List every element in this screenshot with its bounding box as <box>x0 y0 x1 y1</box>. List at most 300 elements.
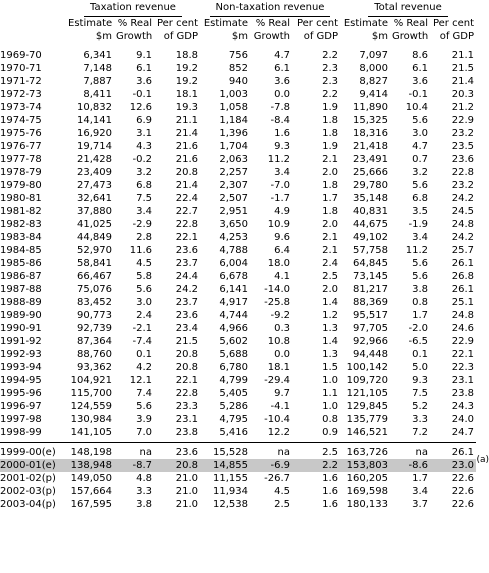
table-cell: 21.4 <box>451 76 474 87</box>
table-cell: 1.6 <box>322 499 338 510</box>
table-cell: 88,760 <box>77 349 112 360</box>
table-cell: 22.3 <box>451 362 474 373</box>
table-row <box>0 472 476 485</box>
table-cell: 2,257 <box>219 167 248 178</box>
table-cell: -2.9 <box>132 219 152 230</box>
historical-rows <box>0 49 476 439</box>
table-cell: 40,831 <box>353 206 388 217</box>
table-cell: 180,133 <box>346 499 388 510</box>
column-subheader: % Real <box>255 18 290 29</box>
row-year-cell: 1973-74 <box>0 102 42 113</box>
table-cell: 940 <box>228 76 248 87</box>
table-cell: 37,880 <box>77 206 112 217</box>
row-year-cell: 2003-04(p) <box>0 499 56 510</box>
table-cell: 3.8 <box>412 284 428 295</box>
table-cell: 4,253 <box>219 232 248 243</box>
column-subheader: Estimate <box>343 18 388 29</box>
table-cell: 6,341 <box>83 50 112 61</box>
table-cell: 90,773 <box>77 310 112 321</box>
table-cell: 18,316 <box>353 128 388 139</box>
table-cell: 4.5 <box>274 486 290 497</box>
table-cell: 20.8 <box>175 362 198 373</box>
table-cell: -2.0 <box>408 323 428 334</box>
table-cell: 97,705 <box>353 323 388 334</box>
table-cell: 10.9 <box>267 219 290 230</box>
column-subheader: Growth <box>392 31 429 42</box>
table-cell: 92,966 <box>353 336 388 347</box>
table-cell: 52,970 <box>77 245 112 256</box>
table-cell: 8,000 <box>359 63 388 74</box>
table-cell: 4,799 <box>219 375 248 386</box>
table-cell: 66,467 <box>77 271 112 282</box>
table-cell: 2.4 <box>136 310 152 321</box>
table-cell: 22.7 <box>175 206 198 217</box>
table-cell: -1.7 <box>270 193 290 204</box>
table-cell: 24.2 <box>175 284 198 295</box>
table-cell: 15,325 <box>353 115 388 126</box>
row-year-cell: 1982-83 <box>0 219 42 230</box>
table-cell: 24.7 <box>451 427 474 438</box>
table-cell: 27,473 <box>77 180 112 191</box>
table-cell: 18.1 <box>267 362 290 373</box>
row-year-cell: 1986-87 <box>0 271 42 282</box>
table-cell: 26.1 <box>451 258 474 269</box>
row-year-cell: 1980-81 <box>0 193 42 204</box>
table-cell: 2.4 <box>322 258 338 269</box>
table-cell: 23.6 <box>175 245 198 256</box>
table-cell: 7,887 <box>83 76 112 87</box>
table-cell: 1.6 <box>322 486 338 497</box>
row-year-cell: 1981-82 <box>0 206 42 217</box>
table-cell: 0.1 <box>136 349 152 360</box>
table-cell: 4,744 <box>219 310 248 321</box>
table-cell: 73,145 <box>353 271 388 282</box>
table-cell: -6.5 <box>408 336 428 347</box>
table-cell: 11.2 <box>267 154 290 165</box>
table-cell: 94,448 <box>353 349 388 360</box>
table-cell: 3.8 <box>136 499 152 510</box>
row-year-cell: 1975-76 <box>0 128 42 139</box>
table-cell: 64,845 <box>353 258 388 269</box>
table-cell: 14,141 <box>77 115 112 126</box>
table-cell: 35,148 <box>353 193 388 204</box>
row-year-cell: 1997-98 <box>0 414 42 425</box>
table-cell: 6.4 <box>274 245 290 256</box>
table-cell: 24.5 <box>451 206 474 217</box>
table-cell: 18.1 <box>175 89 198 100</box>
table-cell: 3.0 <box>412 128 428 139</box>
table-cell: 23.6 <box>175 447 198 458</box>
table-cell: -6.9 <box>250 459 292 472</box>
table-cell: 1.8 <box>322 128 338 139</box>
table-cell: 21.0 <box>175 486 198 497</box>
row-year-cell: 1994-95 <box>0 375 42 386</box>
table-cell: 1.4 <box>322 336 338 347</box>
table-cell: 20.8 <box>154 459 200 472</box>
table-cell: 0.0 <box>274 349 290 360</box>
table-cell: 104,921 <box>70 375 112 386</box>
table-cell: 149,050 <box>70 473 112 484</box>
table-row <box>0 140 476 153</box>
table-cell: 22.6 <box>451 499 474 510</box>
table-cell: 138,948 <box>66 459 114 472</box>
table-cell: 24.8 <box>451 310 474 321</box>
row-year-cell: 1995-96 <box>0 388 42 399</box>
table-cell: 6.1 <box>136 63 152 74</box>
table-cell: 8.6 <box>412 50 428 61</box>
table-cell: 1.3 <box>322 323 338 334</box>
table-cell: 160,205 <box>346 473 388 484</box>
table-cell: -7.4 <box>132 336 152 347</box>
table-cell: 10,832 <box>77 102 112 113</box>
table-cell: 21.5 <box>451 63 474 74</box>
table-cell: 5,688 <box>219 349 248 360</box>
table-cell: 5.6 <box>412 271 428 282</box>
table-cell: 9.7 <box>274 388 290 399</box>
table-cell: -0.1 <box>132 89 152 100</box>
row-year-cell: 1999-00(e) <box>0 447 56 458</box>
table-cell: 5,286 <box>219 401 248 412</box>
table-cell: 12.1 <box>129 375 152 386</box>
table-cell: 124,559 <box>70 401 112 412</box>
table-cell: 3.4 <box>412 486 428 497</box>
table-cell: 0.9 <box>322 427 338 438</box>
table-cell: 5,405 <box>219 388 248 399</box>
table-row <box>0 62 476 75</box>
table-cell: 1,396 <box>219 128 248 139</box>
group-header-taxation: Taxation revenue <box>66 0 200 17</box>
table-cell: 5.6 <box>412 258 428 269</box>
table-row <box>0 49 476 62</box>
table-cell: 22.9 <box>451 115 474 126</box>
table-cell: 6,780 <box>219 362 248 373</box>
table-cell: 1.7 <box>322 193 338 204</box>
table-cell: 169,598 <box>346 486 388 497</box>
table-cell: 5.6 <box>136 284 152 295</box>
table-cell: 5.6 <box>412 180 428 191</box>
table-cell: 11,890 <box>353 102 388 113</box>
table-cell: 22.8 <box>451 167 474 178</box>
table-cell: 21.1 <box>451 50 474 61</box>
column-subheader: % Real <box>393 18 428 29</box>
table-row <box>0 498 476 511</box>
row-year-cell: 1977-78 <box>0 154 42 165</box>
table-cell: 23.7 <box>175 258 198 269</box>
table-cell: 2.3 <box>322 63 338 74</box>
table-cell: na <box>415 447 428 458</box>
table-cell: 4.8 <box>136 473 152 484</box>
row-year-cell: 1969-70 <box>0 50 42 61</box>
row-year-cell: 2002-03(p) <box>0 486 56 497</box>
table-cell: 25,666 <box>353 167 388 178</box>
table-row <box>0 205 476 218</box>
table-cell: 8,411 <box>83 89 112 100</box>
table-cell: 1.7 <box>412 473 428 484</box>
row-year-cell: 1983-84 <box>0 232 42 243</box>
table-cell: 6,141 <box>219 284 248 295</box>
table-cell: 5,602 <box>219 336 248 347</box>
forecast-rows <box>0 439 476 511</box>
column-subheader: Estimate <box>68 18 113 29</box>
table-cell: 32,641 <box>77 193 112 204</box>
table-cell: 22.6 <box>451 473 474 484</box>
table-cell: -10.4 <box>264 414 290 425</box>
table-cell: 1,058 <box>219 102 248 113</box>
table-cell: 3,650 <box>219 219 248 230</box>
table-cell: -7.8 <box>270 102 290 113</box>
table-cell: 92,739 <box>77 323 112 334</box>
table-cell: 7.4 <box>136 388 152 399</box>
table-cell: 44,849 <box>77 232 112 243</box>
table-cell: 11,155 <box>213 473 248 484</box>
table-cell: 58,841 <box>77 258 112 269</box>
table-cell: 49,102 <box>353 232 388 243</box>
table-cell: 23,491 <box>353 154 388 165</box>
table-row <box>0 400 476 413</box>
group-header-non-taxation: Non-taxation revenue <box>200 0 340 17</box>
table-cell: 24.2 <box>451 232 474 243</box>
table-cell: -8.6 <box>390 459 430 472</box>
table-cell: 129,845 <box>346 401 388 412</box>
table-row <box>0 426 476 439</box>
table-row <box>0 361 476 374</box>
table-cell: 8,827 <box>359 76 388 87</box>
table-cell: 3.4 <box>136 206 152 217</box>
table-cell: 9.6 <box>274 232 290 243</box>
table-cell: 2,507 <box>219 193 248 204</box>
table-cell: 4,966 <box>219 323 248 334</box>
table-cell: 4,795 <box>219 414 248 425</box>
table-cell: 6.1 <box>412 63 428 74</box>
table-cell: 167,595 <box>70 499 112 510</box>
table-cell: 11.2 <box>405 245 428 256</box>
table-cell: 7.0 <box>136 427 152 438</box>
table-cell: 21.6 <box>175 141 198 152</box>
table-cell: 24.0 <box>451 414 474 425</box>
table-cell: 3.7 <box>412 499 428 510</box>
row-year-cell: 1974-75 <box>0 115 42 126</box>
table-cell: 5.8 <box>136 271 152 282</box>
table-cell: 18.8 <box>175 50 198 61</box>
table-row <box>0 387 476 400</box>
table-row <box>0 114 476 127</box>
table-cell: 23.8 <box>175 427 198 438</box>
table-cell: 4.7 <box>274 50 290 61</box>
table-cell: 23,409 <box>77 167 112 178</box>
table-cell: 23.2 <box>451 180 474 191</box>
table-cell: 6,678 <box>219 271 248 282</box>
table-row <box>0 413 476 426</box>
row-year-cell: 1988-89 <box>0 297 42 308</box>
table-cell: 7.5 <box>136 193 152 204</box>
table-cell: 2,063 <box>219 154 248 165</box>
table-cell: 2.0 <box>322 167 338 178</box>
table-cell: 5.6 <box>136 401 152 412</box>
table-cell: 130,984 <box>70 414 112 425</box>
row-year-cell: 1984-85 <box>0 245 42 256</box>
table-cell: 3.4 <box>274 167 290 178</box>
table-cell: 2.3 <box>322 76 338 87</box>
table-cell: 88,369 <box>353 297 388 308</box>
table-cell: 25.1 <box>451 297 474 308</box>
table-row <box>0 270 476 283</box>
table-cell: 2.1 <box>322 232 338 243</box>
table-cell: 1,003 <box>219 89 248 100</box>
row-year-cell: 1989-90 <box>0 310 42 321</box>
row-year-cell: 1990-91 <box>0 323 42 334</box>
table-cell: 12.2 <box>267 427 290 438</box>
table-cell: -8.7 <box>114 459 154 472</box>
table-cell: 93,362 <box>77 362 112 373</box>
row-year-cell: 1979-80 <box>0 180 42 191</box>
row-year-cell: 1978-79 <box>0 167 42 178</box>
table-cell: 11.6 <box>129 245 152 256</box>
table-cell: 5.0 <box>412 362 428 373</box>
table-row <box>0 88 476 101</box>
table-cell: 14,855 <box>200 459 250 472</box>
table-cell: 2.1 <box>322 245 338 256</box>
table-cell: 12,538 <box>213 499 248 510</box>
table-cell: 1.3 <box>322 349 338 360</box>
table-cell: 23.1 <box>451 375 474 386</box>
table-cell: 15,528 <box>213 447 248 458</box>
table-cell: -7.0 <box>270 180 290 191</box>
table-cell: 20.3 <box>451 89 474 100</box>
table-cell: 1.0 <box>322 375 338 386</box>
table-cell: -2.1 <box>132 323 152 334</box>
subheader-row-1 <box>0 17 476 30</box>
table-cell: 23.3 <box>175 401 198 412</box>
table-row <box>0 231 476 244</box>
table-cell: 1,184 <box>219 115 248 126</box>
table-row <box>0 192 476 205</box>
table-cell: -8.4 <box>270 115 290 126</box>
table-cell: 135,779 <box>346 414 388 425</box>
row-year-cell: 2000-01(e) <box>0 459 66 472</box>
table-cell: 21.6 <box>175 154 198 165</box>
table-cell: 115,700 <box>70 388 112 399</box>
table-cell: 7.5 <box>412 388 428 399</box>
table-cell: 22.8 <box>175 388 198 399</box>
table-cell: 4.1 <box>274 271 290 282</box>
row-year-cell: 1972-73 <box>0 89 42 100</box>
row-year-cell: 1998-99 <box>0 427 42 438</box>
row-year-cell: 1993-94 <box>0 362 42 373</box>
table-cell: 1.1 <box>322 388 338 399</box>
column-subheader: Per cent <box>296 18 338 29</box>
table-cell: -0.2 <box>132 154 152 165</box>
table-cell: -25.8 <box>264 297 290 308</box>
row-year-cell: 1976-77 <box>0 141 42 152</box>
table-row <box>0 374 476 387</box>
table-cell: 16,920 <box>77 128 112 139</box>
table-cell: 10.8 <box>267 336 290 347</box>
table-cell: 756 <box>228 50 248 61</box>
table-cell: 5.2 <box>412 401 428 412</box>
table-row <box>0 485 476 498</box>
table-cell: 6.1 <box>274 63 290 74</box>
table-cell: 26.1 <box>451 284 474 295</box>
table-cell: 6,004 <box>219 258 248 269</box>
table-cell: 21.4 <box>175 180 198 191</box>
table-cell: 4.2 <box>136 362 152 373</box>
table-cell: 11,934 <box>213 486 248 497</box>
table-row <box>0 348 476 361</box>
table-cell: 141,105 <box>70 427 112 438</box>
table-cell: 2.0 <box>322 284 338 295</box>
column-subheader: $m <box>231 31 248 42</box>
table-cell: 2,307 <box>219 180 248 191</box>
table-cell: 0.8 <box>322 414 338 425</box>
table-cell: 0.7 <box>412 154 428 165</box>
table-cell: 3.6 <box>136 76 152 87</box>
table-cell: 44,675 <box>353 219 388 230</box>
table-cell: 23.2 <box>451 128 474 139</box>
group-header-total: Total revenue <box>340 0 476 17</box>
table-cell: 25.7 <box>451 245 474 256</box>
table-cell: 1.9 <box>322 102 338 113</box>
table-cell: 1.8 <box>322 206 338 217</box>
table-cell: 2.8 <box>136 232 152 243</box>
highlighted-table-row <box>0 459 476 472</box>
table-cell: 21.4 <box>175 128 198 139</box>
table-header <box>0 0 476 49</box>
table-cell: 1.4 <box>322 297 338 308</box>
table-cell: 6.8 <box>136 180 152 191</box>
table-cell: 57,758 <box>353 245 388 256</box>
table-cell: 7,097 <box>359 50 388 61</box>
column-subheader: Per cent <box>156 18 198 29</box>
table-cell: 41,025 <box>77 219 112 230</box>
table-cell: na <box>139 447 152 458</box>
table-cell: 23.8 <box>451 388 474 399</box>
column-subheader: of GDP <box>303 31 338 42</box>
table-cell: 19.2 <box>175 76 198 87</box>
table-cell: 21.2 <box>451 102 474 113</box>
table-cell: 1.5 <box>322 362 338 373</box>
table-cell: 22.6 <box>451 486 474 497</box>
table-cell: 87,364 <box>77 336 112 347</box>
table-row <box>0 127 476 140</box>
table-cell: 29,780 <box>353 180 388 191</box>
table-cell: 4.5 <box>136 258 152 269</box>
table-cell: 1.8 <box>322 180 338 191</box>
table-cell: 148,198 <box>70 447 112 458</box>
column-subheader: % Real <box>117 18 152 29</box>
table-cell: 121,105 <box>346 388 388 399</box>
table-cell: 23.5 <box>451 141 474 152</box>
table-row <box>0 166 476 179</box>
table-cell: 23.6 <box>451 154 474 165</box>
table-cell: 6.9 <box>136 115 152 126</box>
table-cell: 4.7 <box>412 141 428 152</box>
table-cell: 9.1 <box>136 50 152 61</box>
table-cell: 1.8 <box>322 115 338 126</box>
table-cell: 852 <box>228 63 248 74</box>
table-cell: 1.9 <box>322 141 338 152</box>
table-cell: 153,803 <box>340 459 390 472</box>
column-subheader: $m <box>95 31 112 42</box>
table-cell: 4,788 <box>219 245 248 256</box>
table-cell: 0.0 <box>274 89 290 100</box>
table-row <box>0 75 476 88</box>
table-cell: 157,664 <box>70 486 112 497</box>
table-cell: -26.7 <box>264 473 290 484</box>
table-cell: 3.3 <box>136 486 152 497</box>
table-cell: 1.6 <box>274 128 290 139</box>
table-cell: 26.1 <box>451 447 474 458</box>
table-cell: 146,521 <box>346 427 388 438</box>
